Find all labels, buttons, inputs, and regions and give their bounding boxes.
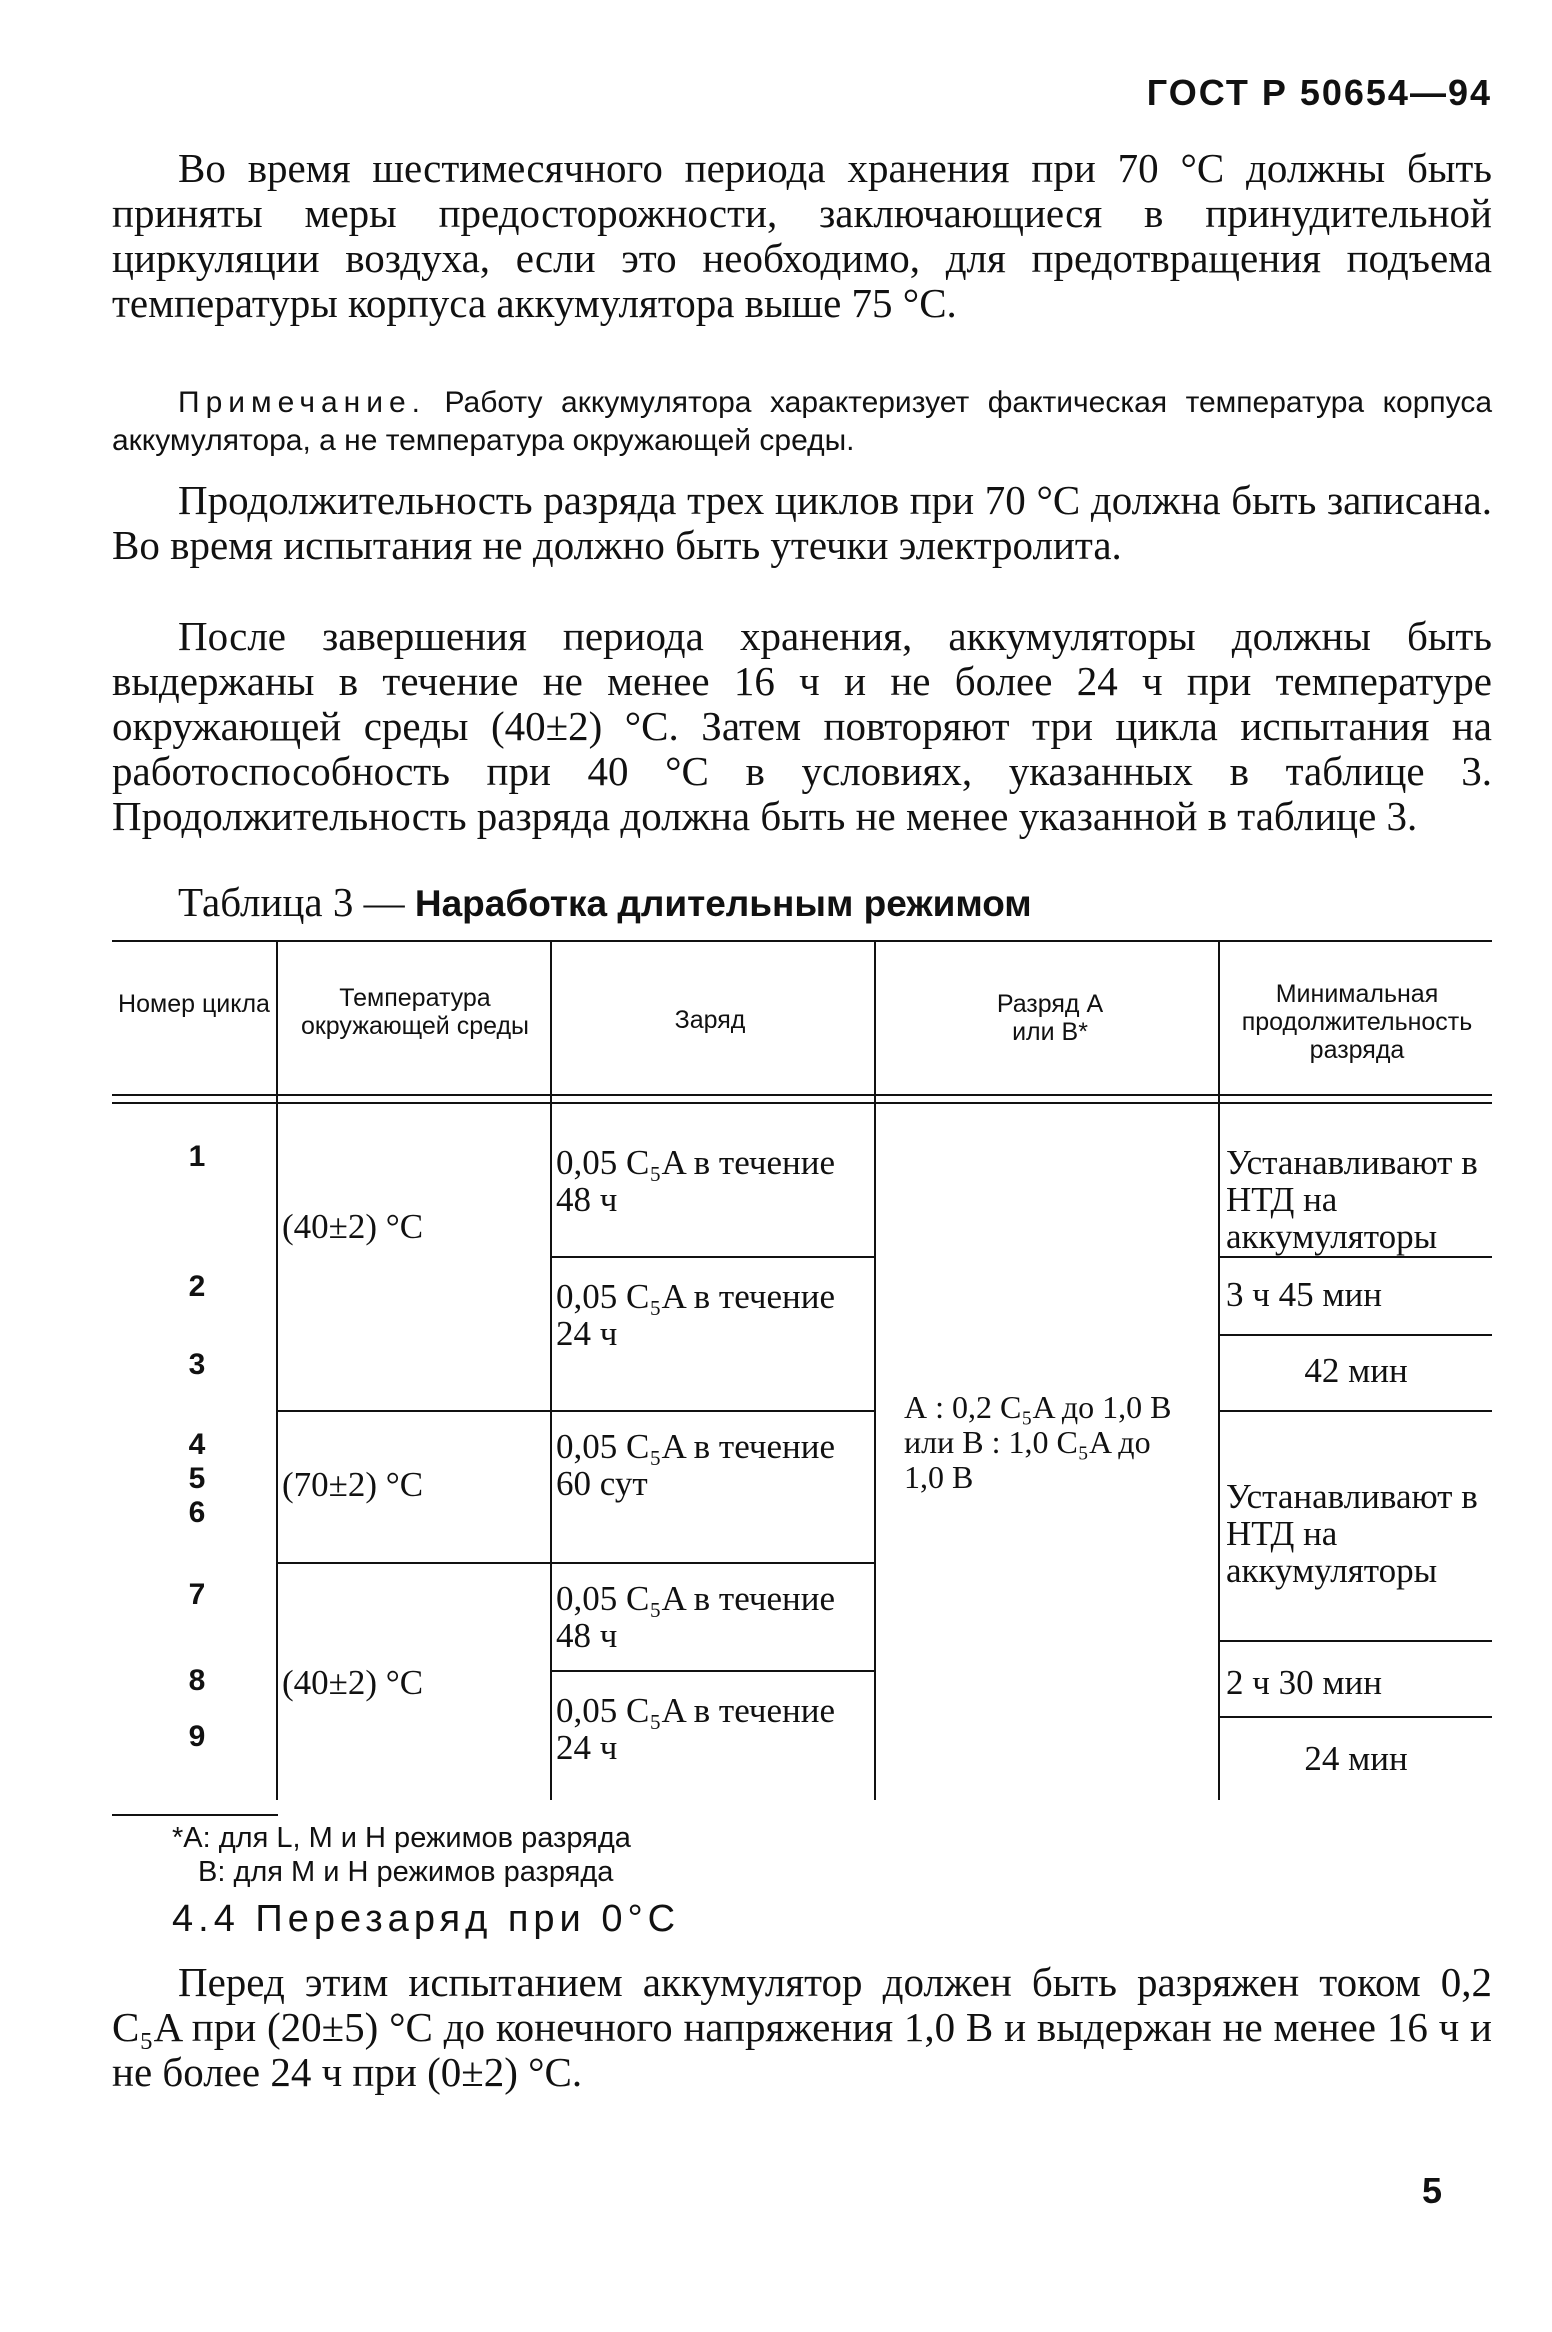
table-header-rule-1	[112, 1094, 1492, 1096]
cycle-number: 4	[188, 1428, 206, 1461]
header-temperature: Температура окружающей среды	[300, 984, 530, 1040]
min-duration-divider	[1218, 1256, 1492, 1258]
charge-cell: 0,05 C₅A в течение 60 сут	[556, 1427, 836, 1503]
cycle-number: 3	[188, 1348, 206, 1381]
charge-divider	[550, 1410, 874, 1412]
paragraph-storage-precautions: Во время шестимесячного периода хранения при 70 °С должны быть приняты меры предосторожности, заключающиеся в принудительной циркуляции воздуха, если это необходимо, для предотвращения подъема температуры корпуса аккумулятора выше 75 °С.	[112, 145, 1492, 326]
cycle-number: 6	[188, 1496, 206, 1529]
temperature-cell: (40±2) °С	[282, 1663, 424, 1702]
page-number: 5	[1421, 2170, 1442, 2211]
temperature-cell: (40±2) °С	[282, 1207, 424, 1246]
header-charge: Заряд	[674, 1006, 746, 1034]
min-duration-cell: Устанавливают в НТД на аккумуляторы	[1226, 1477, 1478, 1590]
footnote-a: *А: для L, М и Н режимов разряда	[172, 1822, 631, 1854]
cycle-number: 5	[188, 1462, 206, 1495]
paragraph-discharge-record: Продолжительность разряда трех циклов при 70 °С должна быть записана. Во время испытания не должно быть утечки электролита.	[112, 477, 1492, 568]
table-caption: Таблица 3 — Наработка длительным режимом	[178, 879, 1032, 925]
charge-cell: 0,05 C₅A в течение 24 ч	[556, 1277, 836, 1353]
temperature-divider	[276, 1562, 550, 1564]
cycle-number: 9	[188, 1720, 206, 1753]
min-duration-cell: Устанавливают в НТД на аккумуляторы	[1226, 1143, 1478, 1256]
column-divider-3	[874, 940, 876, 1800]
cycle-number: 2	[188, 1270, 206, 1303]
min-duration-cell: 24 мин	[1304, 1739, 1408, 1778]
table-top-rule	[112, 940, 1492, 942]
section-title: 4.4 Перезаряд при 0°С	[172, 1898, 681, 1940]
discharge-cell: А : 0,2 C₅A до 1,0 В или В : 1,0 C₅A до 1,0 В	[904, 1389, 1172, 1495]
min-duration-cell: 3 ч 45 мин	[1226, 1275, 1382, 1314]
temperature-cell: (70±2) °С	[282, 1465, 424, 1504]
table-header-rule-2	[112, 1102, 1492, 1104]
min-duration-cell: 2 ч 30 мин	[1226, 1663, 1382, 1702]
header-discharge: Разряд А или В*	[996, 990, 1104, 1046]
min-duration-divider	[1218, 1640, 1492, 1642]
header-cycle: Номер цикла	[118, 990, 270, 1018]
document-header: ГОСТ Р 50654—94	[1146, 72, 1492, 113]
note-label: Примечание.	[178, 386, 426, 419]
charge-cell: 0,05 C₅A в течение 48 ч	[556, 1143, 836, 1219]
min-duration-cell: 42 мин	[1304, 1351, 1408, 1390]
temperature-divider	[276, 1410, 550, 1412]
cycle-number: 8	[188, 1664, 206, 1697]
section-text: Перед этим испытанием аккумулятор должен быть разряжен током 0,2 C₅A при (20±5) °С до конечного напряжения 1,0 В и выдержан не менее 16 ч и не более 24 ч при (0±2) °С.	[112, 1959, 1492, 2095]
charge-cell: 0,05 C₅A в течение 48 ч	[556, 1579, 836, 1655]
column-divider-4	[1218, 940, 1220, 1800]
table-caption-title: Наработка длительным режимом	[414, 883, 1032, 924]
charge-divider	[550, 1562, 874, 1564]
header-min-duration: Минимальная продолжительность разряда	[1241, 980, 1473, 1064]
note-text: Работу аккумулятора характеризует фактическая температура корпуса аккумулятора, а не температура окружающей среды.	[112, 386, 1493, 457]
note	[112, 384, 1492, 460]
charge-divider	[550, 1256, 874, 1258]
min-duration-divider	[1218, 1410, 1492, 1412]
footnote-rule	[112, 1814, 278, 1816]
min-duration-divider	[1218, 1716, 1492, 1718]
footnote-b: В: для М и Н режимов разряда	[198, 1856, 614, 1888]
charge-divider	[550, 1670, 874, 1672]
charge-cell: 0,05 C₅A в течение 24 ч	[556, 1691, 836, 1767]
paragraph-after-storage: После завершения периода хранения, аккумуляторы должны быть выдержаны в течение не менее 16 ч и не более 24 ч при температуре окружающей среды (40±2) °С. Затем повторяют три цикла испытания на работоспособность при 40 °С в условиях, указанных в таблице 3. Продолжительность разряда должна быть не менее указанной в таблице 3.	[112, 613, 1492, 839]
min-duration-divider	[1218, 1334, 1492, 1336]
cycle-number: 7	[188, 1578, 206, 1611]
cycle-number: 1	[188, 1140, 206, 1173]
